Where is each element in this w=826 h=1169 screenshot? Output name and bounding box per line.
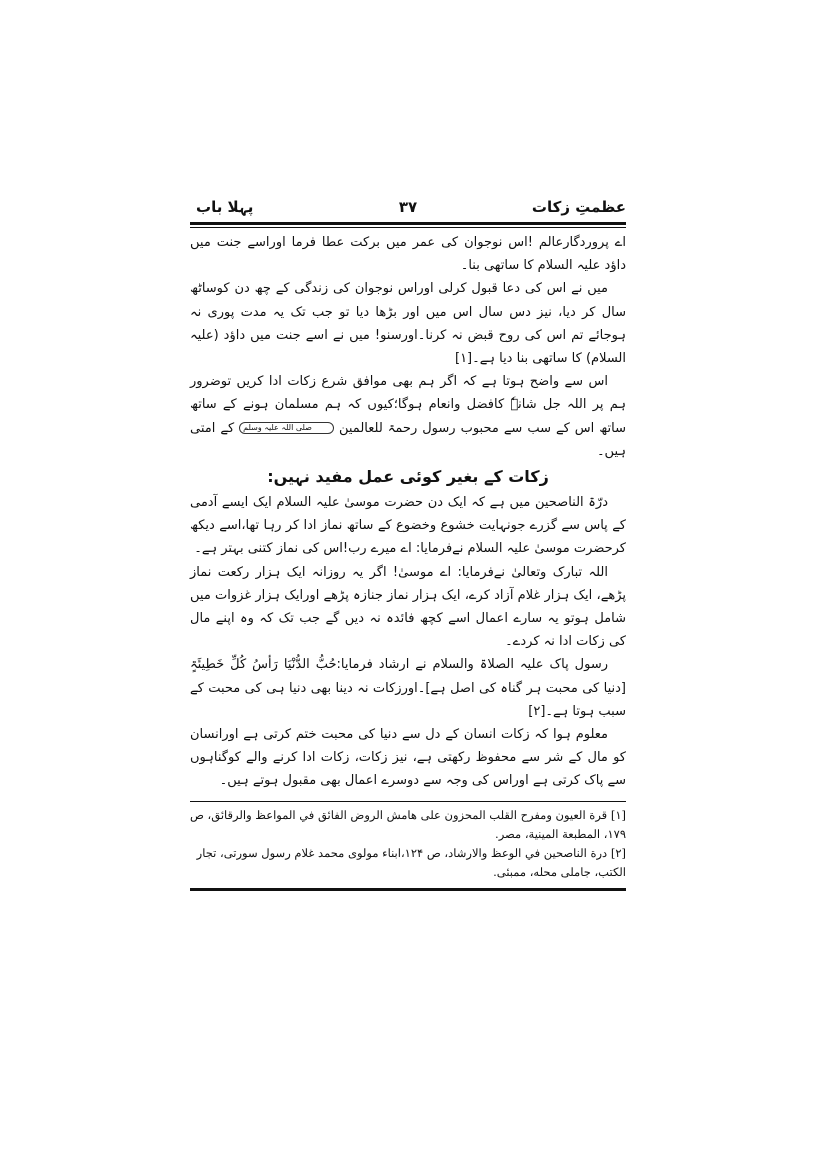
paragraph-6-end: [دنیا کی محبت ہر گناہ کی اصل ہے]۔اورزکات نہ دینا بھی دنیا ہی کی محبت کے سبب ہوتا ہے۔[۲] (190, 680, 626, 719)
paragraph-6 (190, 653, 626, 723)
book-title: عظمتِ زکات (531, 198, 626, 216)
header-rule-thin (190, 227, 626, 228)
paragraph-3-text: اس سے واضح ہوتا ہے کہ اگر ہم بھی موافق شرع زکات ادا کریں توضرور ہم پر اللہ جل شانہٗ کافضل وانعام ہوگا؛کیوں کہ ہم مسلمان ہونے کے ساتھ ساتھ اس کے سب سے محبوب رسول رحمۃ للعالمین (190, 374, 626, 436)
book-page (190, 196, 626, 891)
salawat-symbol: صلی اللہ علیہ وسلم (239, 422, 334, 434)
paragraph-2: میں نے اس کی دعا قبول کرلی اوراس نوجوان کی زندگی کے چھ دن کوساٹھ سال کر دیا، نیز دس سال اس میں اور بڑھا دیا تو جب تک یہ مدت پوری نہ ہوجائے تم اس کی روح قبض نہ کرنا۔اورسنو! میں نے اسے جنت میں داؤد (علیہ السلام) کا ساتھی بنا دیا ہے۔[۱] (190, 281, 626, 367)
section-heading: زکات کے بغیر کوئی عمل مفید نہیں: (267, 467, 549, 487)
paragraph-1: اے پروردگارعالم !اس نوجوان کی عمر میں برکت عطا فرما اوراسے جنت میں داؤد علیہ السلام کا ساتھی بنا۔ (190, 235, 626, 274)
footnote-rule (190, 801, 626, 802)
hadith-quote: حُبُّ الدُّنْیَا رَأسُ کُلِّ خَطِیئَۃٍ (190, 657, 337, 673)
paragraph-3-end: کے امتی ہیں۔ (190, 420, 626, 459)
footnote-2: [۲] درة الناصحين في الوعظ والارشاد، ص ۱۲۴،ابناء مولوى محمد غلام رسول سورتى، تجار الكتب، جاملى محله، ممبئى. (196, 845, 626, 879)
page-header (190, 196, 626, 218)
footnote-1: [۱] قرة العيون ومفرح القلب المحزون على هامش الروض الفائق في المواعظ والرقائق، ص ۱۷۹، المطبعة المينية، مصر. (189, 807, 626, 841)
paragraph-6-text: رسول پاک علیہ الصلاۃ والسلام نے ارشاد فرمایا: (336, 657, 608, 673)
paragraph-4: درّۃ الناصحین میں ہے کہ ایک دن حضرت موسیٰ علیہ السلام ایک ایسے آدمی کے پاس سے گزرے جونہایت خشوع وخضوع کے ساتھ نماز ادا کر رہا تھا،اسے دیکھ کرحضرت موسیٰ علیہ السلام نےفرمایا: اے میرے رب!اس کی نماز کتنی بہتر ہے۔ (190, 495, 626, 557)
paragraph-5: اللہ تبارک وتعالیٰ نےفرمایا: اے موسیٰ! اگر یہ روزانہ ایک ہزار رکعت نماز پڑھے، ایک ہزار غلام آزاد کرے، ایک ہزار نماز جنازہ پڑھے اورایک ہزار غزوات میں شامل ہوتو یہ سارے اعمال اسے کچھ فائدہ نہ دیں گے جب تک کہ وہ اپنے مال کی زکات ادا نہ کردے۔ (190, 564, 626, 650)
page-number: ۳۷ (398, 198, 418, 216)
footnotes (190, 806, 626, 882)
paragraph-3 (190, 370, 626, 463)
chapter-title: پہلا باب (196, 198, 254, 216)
bottom-rule (190, 888, 626, 891)
header-rule (190, 222, 626, 225)
paragraph-7: معلوم ہوا کہ زکات انسان کے دل سے دنیا کی محبت ختم کرتی ہے اورانسان کو مال کے شر سے محفوظ رکھتی ہے، نیز زکات، زکات ادا کرنے والے کوگناہوں سے پاک کرتی ہے اوراس کی وجہ سے دوسرے اعمال بھی مقبول ہوتے ہیں۔ (190, 727, 626, 789)
main-text (190, 231, 626, 793)
